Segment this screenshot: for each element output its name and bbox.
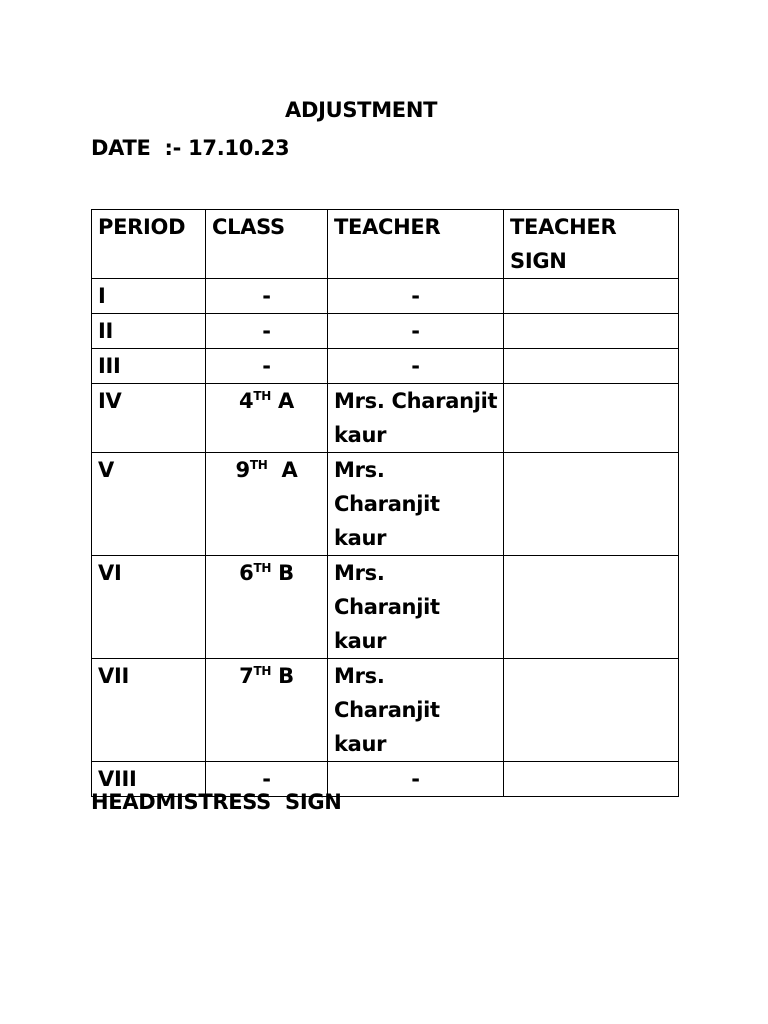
header-teacher: TEACHER — [328, 210, 504, 279]
date-value: 17.10.23 — [188, 136, 290, 160]
teacher-cell: Mrs. Charanjit kaur — [328, 384, 504, 453]
sign-cell[interactable] — [504, 762, 679, 797]
table-header-row — [92, 210, 679, 279]
teacher-cell: - — [328, 762, 504, 797]
header-teacher-sign: TEACHER SIGN — [504, 210, 679, 279]
class-cell: 9TH A — [206, 453, 328, 556]
class-cell: 6TH B — [206, 556, 328, 659]
class-cell: - — [206, 762, 328, 797]
class-cell: 7TH B — [206, 659, 328, 762]
teacher-cell: Mrs. Charanjit kaur — [328, 453, 504, 556]
teacher-cell: - — [328, 349, 504, 384]
header-class: CLASS — [206, 210, 328, 279]
class-cell: - — [206, 314, 328, 349]
table-row — [92, 314, 679, 349]
sign-cell[interactable] — [504, 384, 679, 453]
table-row — [92, 453, 679, 556]
teacher-cell: - — [328, 314, 504, 349]
period-cell: I — [92, 279, 206, 314]
sign-cell[interactable] — [504, 453, 679, 556]
table-row — [92, 349, 679, 384]
table-row — [92, 659, 679, 762]
period-cell: III — [92, 349, 206, 384]
document-title: ADJUSTMENT — [285, 98, 438, 122]
table-row — [92, 279, 679, 314]
teacher-cell: - — [328, 279, 504, 314]
class-cell: - — [206, 349, 328, 384]
class-cell: - — [206, 279, 328, 314]
table-row — [92, 556, 679, 659]
sign-cell[interactable] — [504, 314, 679, 349]
headmistress-sign-label: HEADMISTRESS SIGN — [91, 790, 342, 814]
date-label: DATE :- — [91, 136, 189, 160]
adjustment-table — [91, 209, 679, 797]
period-cell: VI — [92, 556, 206, 659]
table-row — [92, 384, 679, 453]
sign-cell[interactable] — [504, 349, 679, 384]
sign-cell[interactable] — [504, 279, 679, 314]
header-period: PERIOD — [92, 210, 206, 279]
teacher-cell: Mrs. Charanjit kaur — [328, 556, 504, 659]
period-cell: IV — [92, 384, 206, 453]
date-line — [91, 131, 289, 165]
teacher-cell: Mrs. Charanjit kaur — [328, 659, 504, 762]
class-cell: 4TH A — [206, 384, 328, 453]
period-cell: VII — [92, 659, 206, 762]
period-cell: VIII — [92, 762, 206, 797]
sign-cell[interactable] — [504, 659, 679, 762]
sign-cell[interactable] — [504, 556, 679, 659]
period-cell: V — [92, 453, 206, 556]
period-cell: II — [92, 314, 206, 349]
